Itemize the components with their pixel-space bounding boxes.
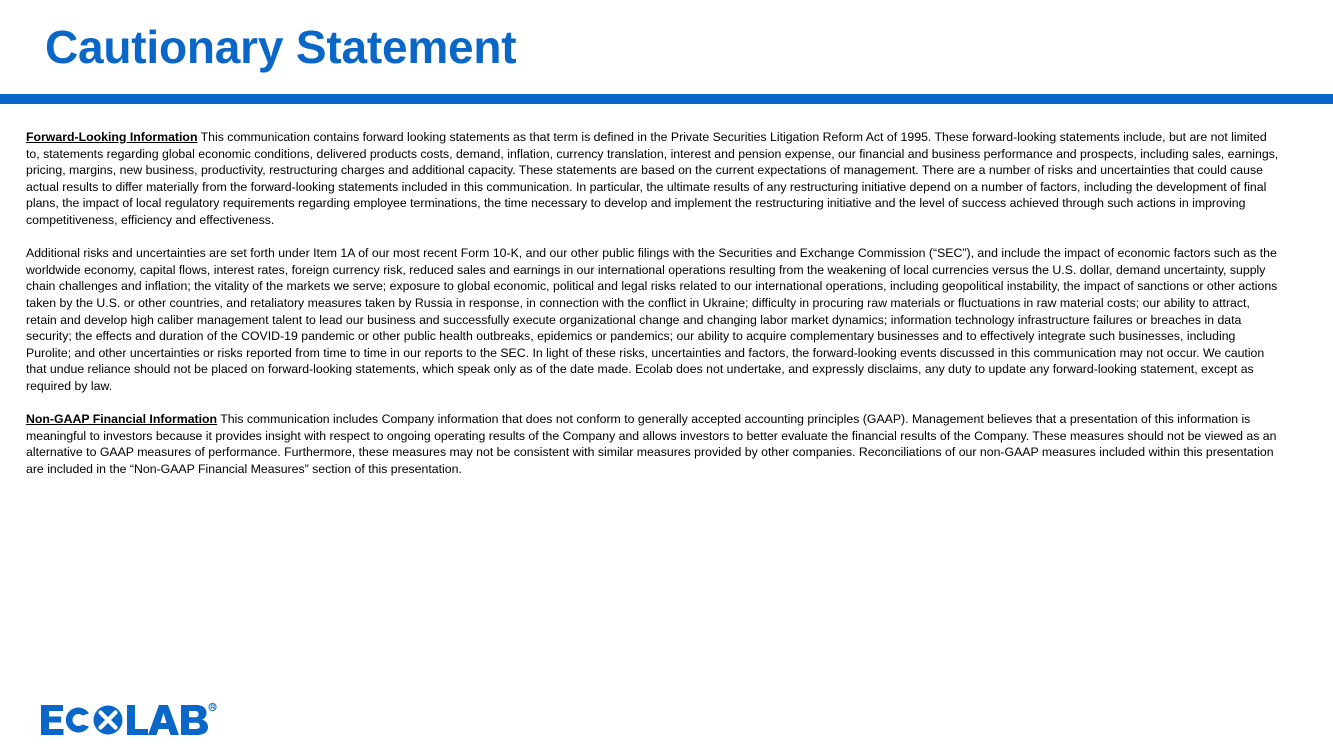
title-divider (0, 94, 1333, 104)
slide-title: Cautionary Statement (45, 21, 517, 73)
forward-looking-heading: Forward-Looking Information (26, 130, 198, 144)
non-gaap-paragraph (26, 411, 1282, 477)
non-gaap-text: This communication includes Company information that does not conform to generally accepted accounting principles (GAAP). Management believes that a presentation of this information is meaningful to investors because it provides insight with respect to ongoing operating results of the Company and allows investors to better evaluate the financial results of the Company. These measures should not be viewed as an alternative to GAAP measures of performance. Furthermore, these measures may not be consistent with similar measures provided by other companies. Reconciliations of our non-GAAP measures included within this presentation are included in the “Non-GAAP Financial Measures” section of this presentation. (26, 412, 1277, 476)
forward-looking-paragraph (26, 129, 1282, 229)
ecolab-logo (38, 700, 218, 744)
cautionary-statement-body (26, 129, 1282, 494)
additional-risks-paragraph: Additional risks and uncertainties are set forth under Item 1A of our most recent Form 10-K, and our other public filings with the Securities and Exchange Commission (“SEC”), and include the impact of economic factors such as the worldwide economy, capital flows, interest rates, foreign currency risk, reduced sales and earnings in our international operations resulting from the weakening of local currencies versus the U.S. dollar, demand uncertainty, supply chain challenges and inflation; the vitality of the markets we serve; exposure to global economic, political and legal risks related to our international operations, including geopolitical instability, the impact of sanctions or other actions taken by the U.S. or other countries, and retaliatory measures taken by Russia in response, in connection with the conflict in Ukraine; difficulty in procuring raw materials or fluctuations in raw material costs; our ability to attract, retain and develop high caliber management talent to lead our business and successfully execute organizational change and changing labor market dynamics; information technology infrastructure failures or breaches in data security; the effects and duration of the COVID-19 pandemic or other public health outbreaks, epidemics or pandemics; our ability to acquire complementary businesses and to effectively integrate such businesses, including Purolite; and other uncertainties or risks reported from time to time in our reports to the SEC. In light of these risks, uncertainties and factors, the forward-looking events discussed in this communication may not occur. We caution that undue reliance should not be placed on forward-looking statements, which speak only as of the date made. Ecolab does not undertake, and expressly disclaims, any duty to update any forward-looking statement, except as required by law. (26, 246, 1278, 393)
non-gaap-heading: Non-GAAP Financial Information (26, 412, 218, 427)
forward-looking-text: This communication contains forward looking statements as that term is defined in the Private Securities Litigation Reform Act of 1995. These forward-looking statements include, but are not limited to, statements regarding global economic conditions, delivered products costs, demand, inflation, currency translation, interest and pension expense, our financial and business performance and prospects, including sales, earnings, pricing, margins, new business, productivity, restructuring charges and additional capacity. These statements are based on the current expectations of management. There are a number of risks and uncertainties that could cause actual results to differ materially from the forward-looking statements included in this communication. In particular, the ultimate results of any restructuring initiative depend on a number of factors, including the development of final plans, the impact of local regulatory requirements regarding employee terminations, the time necessary to develop and implement the restructuring initiative and the level of success achieved through such actions in improving competitiveness, efficiency and effectiveness. (26, 130, 1279, 227)
